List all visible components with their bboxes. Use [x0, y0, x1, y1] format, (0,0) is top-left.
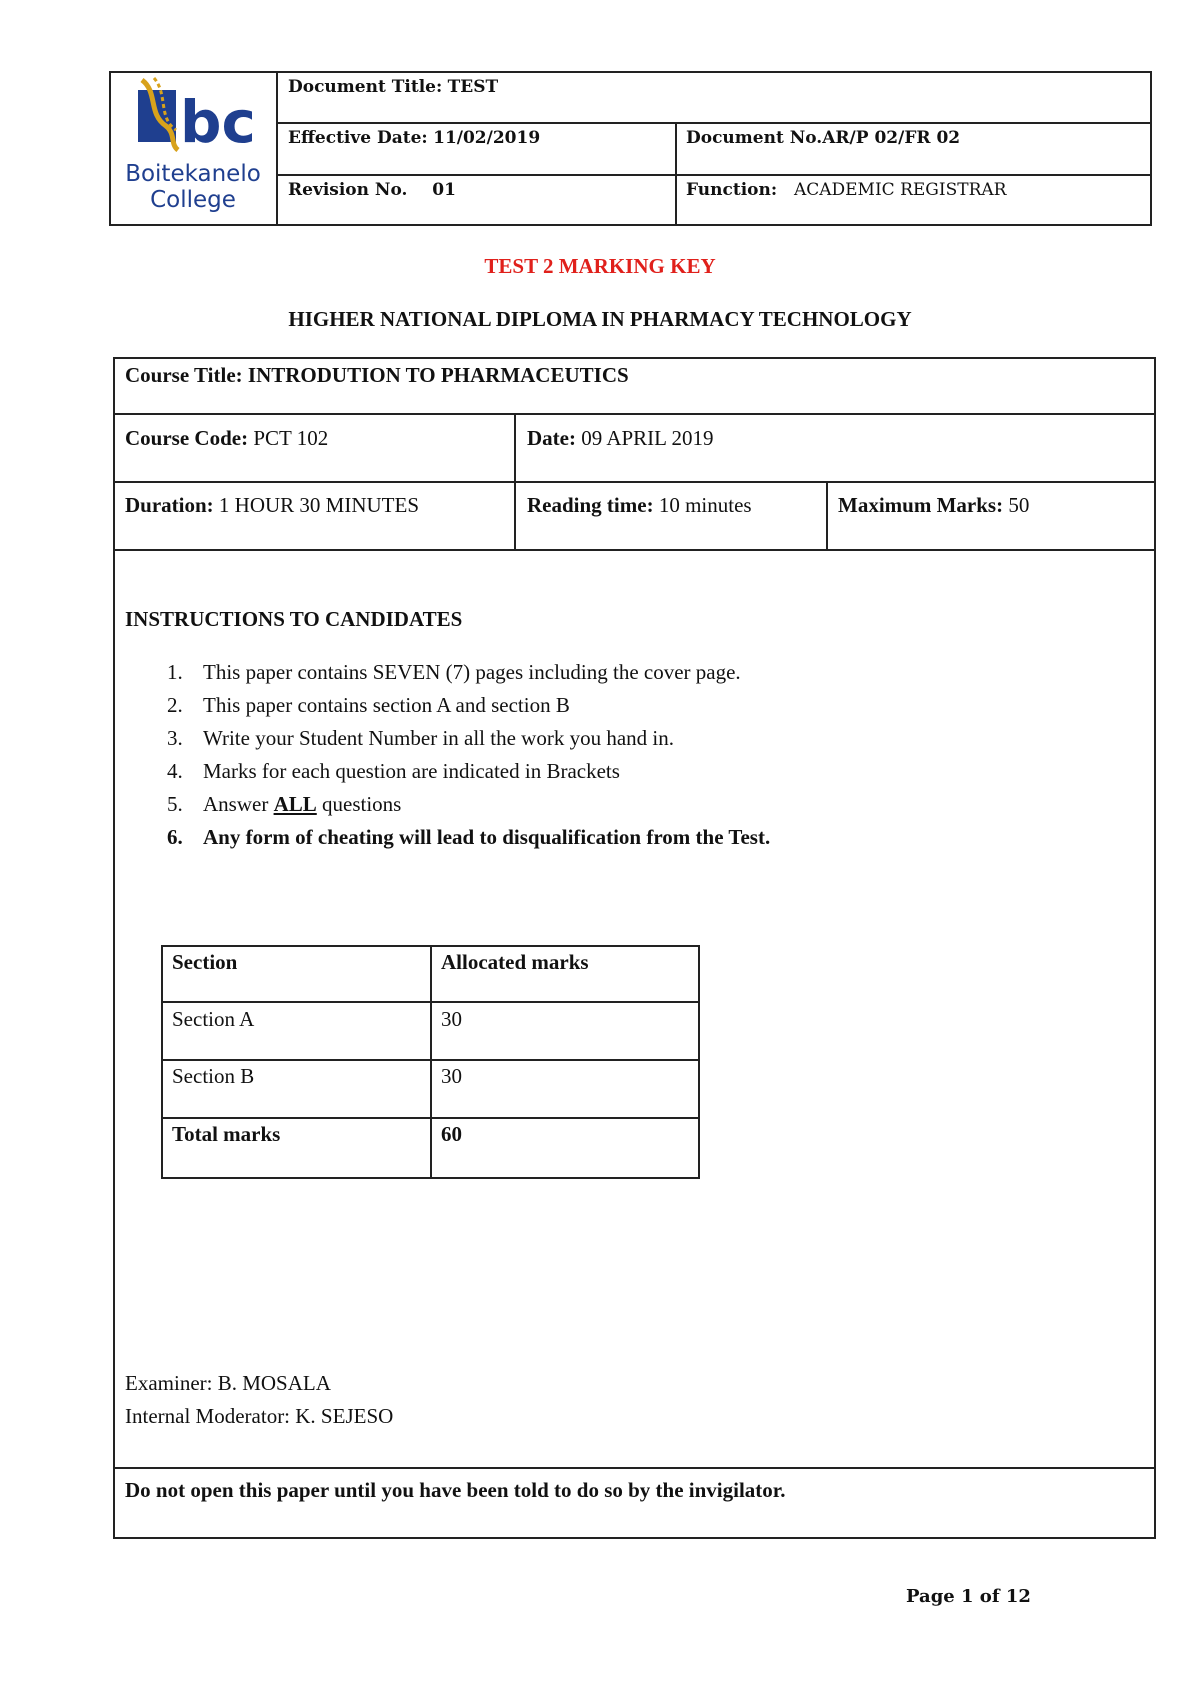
table-cell: 30: [441, 1064, 462, 1088]
item-text-pre: Answer: [203, 792, 269, 816]
document-number-value: AR/P 02/FR 02: [822, 128, 961, 148]
table-divider: [430, 945, 432, 1179]
document-number-label: Document No.: [686, 128, 823, 148]
item-text: Write your Student Number in all the work you hand in.: [203, 726, 674, 750]
reading-time-label: Reading time:: [527, 493, 654, 517]
table-header-marks: Allocated marks: [441, 950, 589, 974]
page-title: TEST 2 MARKING KEY: [484, 254, 716, 278]
exam-date-value: 09 APRIL 2019: [581, 426, 714, 450]
exam-date-label: Date:: [527, 426, 576, 450]
logo-mark-icon: [118, 74, 268, 154]
function-value: ACADEMIC REGISTRAR: [793, 180, 1007, 200]
doc-title-label: Document Title:: [288, 77, 443, 97]
header-divider: [276, 71, 278, 226]
page-subtitle: HIGHER NATIONAL DIPLOMA IN PHARMACY TECHNOLOGY: [288, 307, 912, 331]
function-cell: [686, 180, 1006, 200]
list-item: [125, 722, 1125, 755]
doc-title-value: TEST: [447, 77, 499, 97]
item-text: This paper contains SEVEN (7) pages including the cover page.: [203, 660, 741, 684]
logo-text-line-1: Boitekanelo: [125, 161, 261, 187]
course-divider: [113, 481, 1156, 483]
course-title-value: INTRODUTION TO PHARMACEUTICS: [247, 363, 629, 387]
internal-moderator: Internal Moderator: K. SEJESO: [125, 1404, 394, 1428]
item-number: 4.: [167, 759, 183, 783]
item-text-post: questions: [322, 792, 402, 816]
table-cell: Section B: [172, 1064, 255, 1088]
item-number: 2.: [167, 693, 183, 717]
instructions-heading: INSTRUCTIONS TO CANDIDATES: [125, 607, 463, 631]
item-text-emphasis: ALL: [273, 792, 317, 816]
header-divider: [276, 174, 1152, 176]
maximum-marks-label: Maximum Marks:: [838, 493, 1004, 517]
duration-cell: [125, 493, 419, 518]
document-number-cell: [686, 128, 960, 148]
effective-date-value: 11/02/2019: [433, 128, 541, 148]
course-title-label: Course Title:: [125, 363, 243, 387]
item-number: 5.: [167, 792, 183, 816]
item-number: 6.: [167, 825, 183, 849]
item-text: Any form of cheating will lead to disqualification from the Test.: [203, 825, 771, 849]
course-divider: [826, 481, 828, 550]
table-divider: [161, 1001, 700, 1003]
revision-label: Revision No.: [288, 180, 408, 200]
list-item: [125, 689, 1125, 722]
item-text: This paper contains section A and section B: [203, 693, 570, 717]
course-code-cell: [125, 426, 328, 451]
table-cell: 30: [441, 1007, 462, 1031]
revision-value: 01: [432, 180, 456, 200]
table-divider: [161, 1059, 700, 1061]
effective-date-cell: [288, 128, 540, 148]
course-divider: [514, 413, 516, 550]
item-number: 3.: [167, 726, 183, 750]
instructions-list: [125, 656, 1125, 854]
table-header-section: Section: [172, 950, 238, 974]
logo-text-line-2: College: [150, 187, 236, 213]
examiner: Examiner: B. MOSALA: [125, 1371, 331, 1395]
function-label: Function:: [686, 180, 778, 200]
svg-text:bc: bc: [180, 88, 256, 154]
item-text: Marks for each question are indicated in Brackets: [203, 759, 620, 783]
table-divider: [161, 1117, 700, 1119]
course-divider: [113, 1467, 1156, 1469]
effective-date-label: Effective Date:: [288, 128, 428, 148]
table-cell: Section A: [172, 1007, 255, 1031]
course-divider: [113, 413, 1156, 415]
table-total-value: 60: [441, 1122, 462, 1146]
reading-time-value: 10 minutes: [658, 493, 752, 517]
exam-date-cell: [527, 426, 713, 451]
revision-cell: [288, 180, 456, 200]
list-item: [125, 755, 1125, 788]
duration-value: 1 HOUR 30 MINUTES: [218, 493, 420, 517]
course-code-value: PCT 102: [253, 426, 329, 450]
item-number: 1.: [167, 660, 183, 684]
list-item: [125, 788, 1125, 821]
reading-time-cell: [527, 493, 752, 518]
maximum-marks-cell: [838, 493, 1029, 518]
list-item: [125, 821, 1125, 854]
list-item: [125, 656, 1125, 689]
header-divider: [276, 122, 1152, 124]
header-divider: [675, 122, 677, 226]
course-divider: [113, 549, 1156, 551]
maximum-marks-value: 50: [1008, 493, 1030, 517]
course-code-label: Course Code:: [125, 426, 249, 450]
duration-label: Duration:: [125, 493, 214, 517]
footer-note: Do not open this paper until you have been told to do so by the invigilator.: [125, 1478, 786, 1502]
page-number: Page 1 of 12: [906, 1586, 1031, 1607]
course-title-cell: [125, 363, 629, 388]
college-logo: [118, 74, 268, 222]
table-total-label: Total marks: [172, 1122, 281, 1146]
doc-title-cell: [288, 77, 498, 97]
